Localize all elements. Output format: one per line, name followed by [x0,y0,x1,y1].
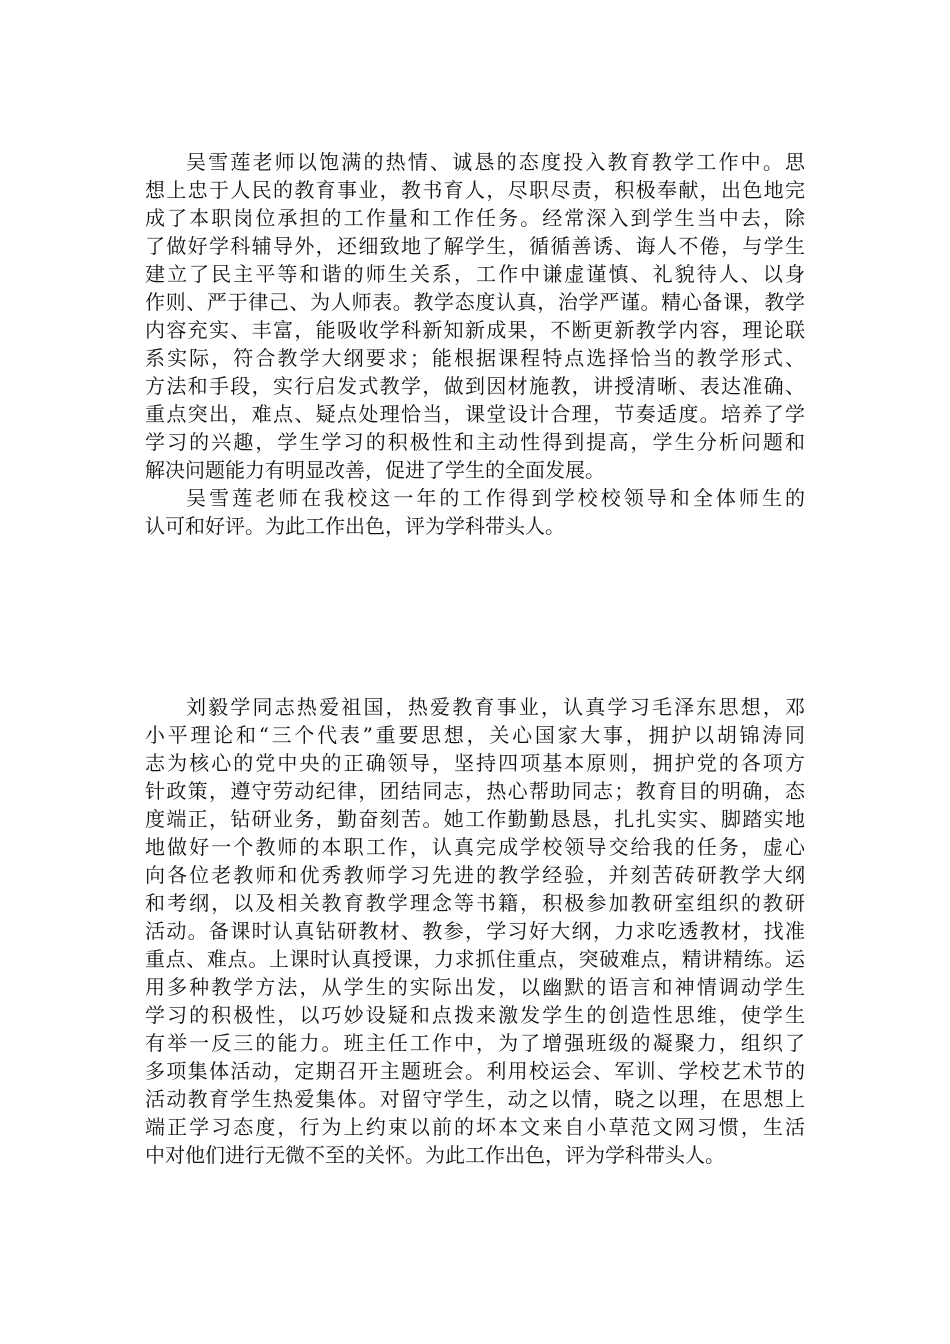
text-line: 学习的积极性，以巧妙设疑和点拨来激发学生的创造性思维，使学生 [145,1003,805,1027]
text-line: 了做好学科辅导外，还细致地了解学生，循循善诱、诲人不倦，与学生 [145,234,805,258]
text-line: 端正学习态度，行为上约束以前的坏本文来自小草范文网习惯，生活 [145,1115,805,1139]
text-line: 系实际，符合教学大纲要求；能根据课程特点选择恰当的教学形式、 [145,346,805,370]
text-line: 刘毅学同志热爱祖国，热爱教育事业，认真学习毛泽东思想，邓 [186,695,805,719]
text-line: 建立了民主平等和谐的师生关系，工作中谦虚谨慎、礼貌待人、以身 [145,262,805,286]
text-line: 有举一反三的能力。班主任工作中，为了增强班级的凝聚力，组织了 [145,1031,805,1055]
text-line: 向各位老教师和优秀教师学习先进的教学经验，并刻苦砖研教学大纲 [145,863,805,887]
text-line: 志为核心的党中央的正确领导，坚持四项基本原则，拥护党的各项方 [145,751,805,775]
text-line: 和考纲，以及相关教育教学理念等书籍，积极参加教研室组织的教研 [145,891,805,915]
text-line: 认可和好评。为此工作出色，评为学科带头人。 [145,514,565,538]
text-line: 地做好一个教师的本职工作，认真完成学校领导交给我的任务，虚心 [145,835,805,859]
text-line: 针政策，遵守劳动纪律，团结同志，热心帮助同志；教育目的明确，态 [145,779,805,803]
text-line: 作则、严于律己、为人师表。教学态度认真，治学严谨。精心备课，教学 [145,290,805,314]
text-line: 成了本职岗位承担的工作量和工作任务。经常深入到学生当中去，除 [145,206,805,230]
text-line: 多项集体活动，定期召开主题班会。利用校运会、军训、学校艺术节的 [145,1059,805,1083]
paragraph-block-liu-yixue [145,693,805,1169]
text-line: 活动。备课时认真钻研教材、教参，学习好大纲，力求吃透教材，找准 [145,919,805,943]
text-line: 中对他们进行无微不至的关怀。为此工作出色，评为学科带头人。 [145,1143,725,1167]
text-line: 重点突出，难点、疑点处理恰当，课堂设计合理，节奏适度。培养了学 [145,402,805,426]
text-line: 吴雪莲老师在我校这一年的工作得到学校校领导和全体师生的 [186,486,805,510]
text-line: 重点、难点。上课时认真授课，力求抓住重点，突破难点，精讲精练。运 [145,947,805,971]
text-line: 度端正，钻研业务，勤奋刻苦。她工作勤勤恳恳，扎扎实实、脚踏实地 [145,807,805,831]
text-line: 想上忠于人民的教育事业，教书育人，尽职尽责，积极奉献，出色地完 [145,178,805,202]
text-line: 内容充实、丰富，能吸收学科新知新成果，不断更新教学内容，理论联 [145,318,805,342]
text-line: 活动教育学生热爱集体。对留守学生，动之以情，晓之以理，在思想上 [145,1087,805,1111]
paragraph-block-wu-xuelian [145,148,805,540]
text-line: 学习的兴趣，学生学习的积极性和主动性得到提高，学生分析问题和 [145,430,805,454]
text-line: 小平理论和“三个代表”重要思想，关心国家大事，拥护以胡锦涛同 [145,723,805,747]
text-line: 吴雪莲老师以饱满的热情、诚恳的态度投入教育教学工作中。思 [186,150,805,174]
text-line: 用多种教学方法，从学生的实际出发，以幽默的语言和神情调动学生 [145,975,805,999]
text-line: 方法和手段，实行启发式教学，做到因材施教，讲授清晰、表达准确、 [145,374,805,398]
text-line: 解决问题能力有明显改善，促进了学生的全面发展。 [145,458,605,482]
